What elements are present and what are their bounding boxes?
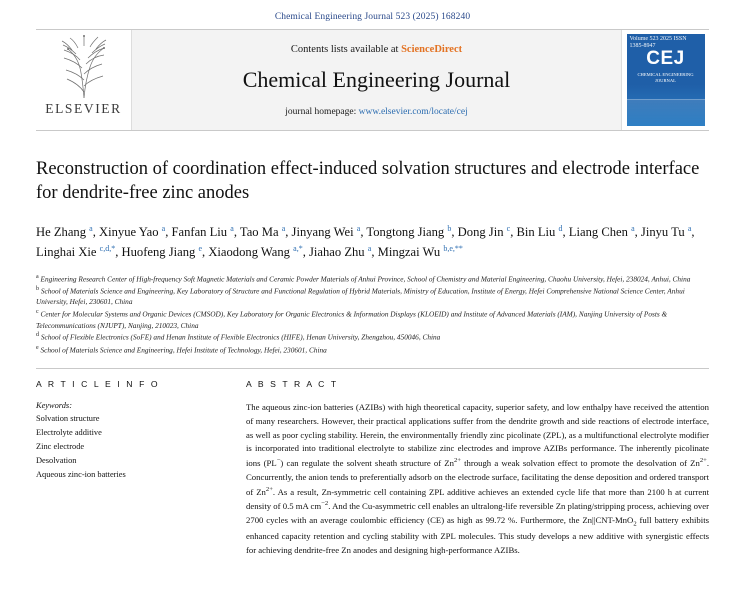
abstract-heading: A B S T R A C T [246,379,339,390]
elsevier-tree-logo [52,34,116,100]
keyword-item: Desolvation [36,455,77,465]
keyword-item: Solvation structure [36,414,100,424]
keywords-label: Keywords: [36,401,72,411]
affiliation-b: $^b$ School of Materials Science and Engineering, Key Laboratory of Structure and Functional Regulation of Hybrid Materials, Ministry of Education, Institute of Energy, Hefei Comprehensive National Science Center, Anhui University, Hefei, 230601, China [36,285,685,307]
sciencedirect-link[interactable]: ScienceDirect [401,43,463,55]
article-head [36,157,709,356]
contents-prefix: Contents lists available at [290,43,399,55]
article-title: Reconstruction of coordination effect-induced solvation structures and electrode interface for dendrite-free zinc anodes [36,159,700,204]
affiliation-a: $^a$ Engineering Research Center of High-frequency Soft Magnetic Materials and Ceramic Powder Materials of Anhui Province, School of Chemistry and Material Engineering, Chaohu University, Hefei, 238024, Anhui, China [36,273,691,283]
affiliation-list [36,273,709,357]
keyword-item: Zinc electrode [36,441,85,451]
journal-homepage-link[interactable]: www.elsevier.com/locate/cej [358,106,468,117]
cover-logo-text: CEJ [646,48,685,69]
elsevier-wordmark: ELSEVIER [45,101,122,116]
homepage-line [285,107,467,117]
article-info-heading: A R T I C L E I N F O [36,379,160,390]
abstract-column [232,379,709,557]
keywords-list [36,412,214,481]
keyword-item: Aqueous zinc-ion batteries [36,469,126,479]
article-info-column [36,379,232,557]
info-abstract-row [36,369,709,557]
masthead-center [132,30,621,130]
cover-bottom-strip [627,99,705,126]
publisher-block [36,30,132,130]
journal-masthead [36,29,709,131]
affiliation-e: $^e$ School of Materials Science and Engineering, Hefei Institute of Technology, Hefei, 230601, China [36,344,327,355]
journal-cover-block [621,30,709,130]
running-head: Chemical Engineering Journal 523 (2025) 168240 [274,12,471,22]
cover-subtitle: CHEMICAL ENGINEERING JOURNAL [637,72,694,83]
homepage-prefix: journal homepage: [285,106,357,117]
abstract-text: The aqueous zinc-ion batteries (AZIBs) with high theoretical capacity, superior safety, and low enthalpy have received the attention of many researchers. However, their practical applications suffer from the dendrite growth and side reactions of electrode interface, as well as poor cycling stability. Herein, the environmentally friendly zinc picolinate (ZPL), as a multifunctional electrolyte modifier is incorporated into traditional electrolyte to stabilize zinc electrodes and improve AZIBs performance. The inherently picolinate ions (PL−) can regulate the solvent sheath structure of $Zn^{2+}$ through a weak solvation effect to promote the desolvation of $Zn^{2+}$. Concurrently, the anion tends to preferentially adsorb on the electrode surface, facilitating the dense deposition and ordered transport of $Zn^{2+}$. As a result, Zn-symmetric cell containing ZPL additive achieves an extended cycle life that more than 2100 h at current density of 0.5 mA $cm^{-2}$. And the Cu-asymmetric cell enables an ultralong-life reversible Zn plating/stripping process, achieving over 2700 cycles with an average coulombic efficiency (CE) as high as 99.72 %. Furthermore, the Zn||CNT-MnO$_2$ full battery exhibits enhanced capacity retention and cycling stability with ZPL molecules. This study develops a new additive with synergistic effects for achieving dendrite-free Zn anodes and designing high-performance AZIBs. [246,402,710,555]
affiliation-c: $^c$ Center for Molecular Systems and Organic Devices (CMSOD), Key Laboratory for Organic Electronics & Information Displays (KLOEID) and Institute of Advanced Materials (IAM), Nanjing University of Posts & Telecommunications (NJUPT), Nanjing, 210023, China [36,309,668,330]
cover-top-text: Volume 523 2025 ISSN 1385-8947 [629,36,687,49]
journal-cover-image [627,34,705,126]
affiliation-d: $^d$ School of Flexible Electronics (SoFE) and Henan Institute of Flexible Electronics (HIFE), Henan University, Zhengzhou, 450046, China [36,332,441,342]
author-list: He Zhang $^a$, Xinyue Yao $^a$, Fanfan Liu $^a$, Tao Ma $^a$, Jinyang Wei $^a$, Tongtong Jiang $^b$, Dong Jin $^c$, Bin Liu $^d$, Liang Chen $^a$, Jinyu Tu $^a$, Linghai Xie $^{c,d,*}$, Huofeng Jiang $^e$, Xiaodong Wang $^{a,*}$, Jiahao Zhu $^a$, Mingzai Wu $^{b,e,**}$ [36,224,695,259]
journal-title: Chemical Engineering Journal [242,66,511,92]
contents-line [291,44,462,55]
keyword-item: Electrolyte additive [36,428,102,438]
